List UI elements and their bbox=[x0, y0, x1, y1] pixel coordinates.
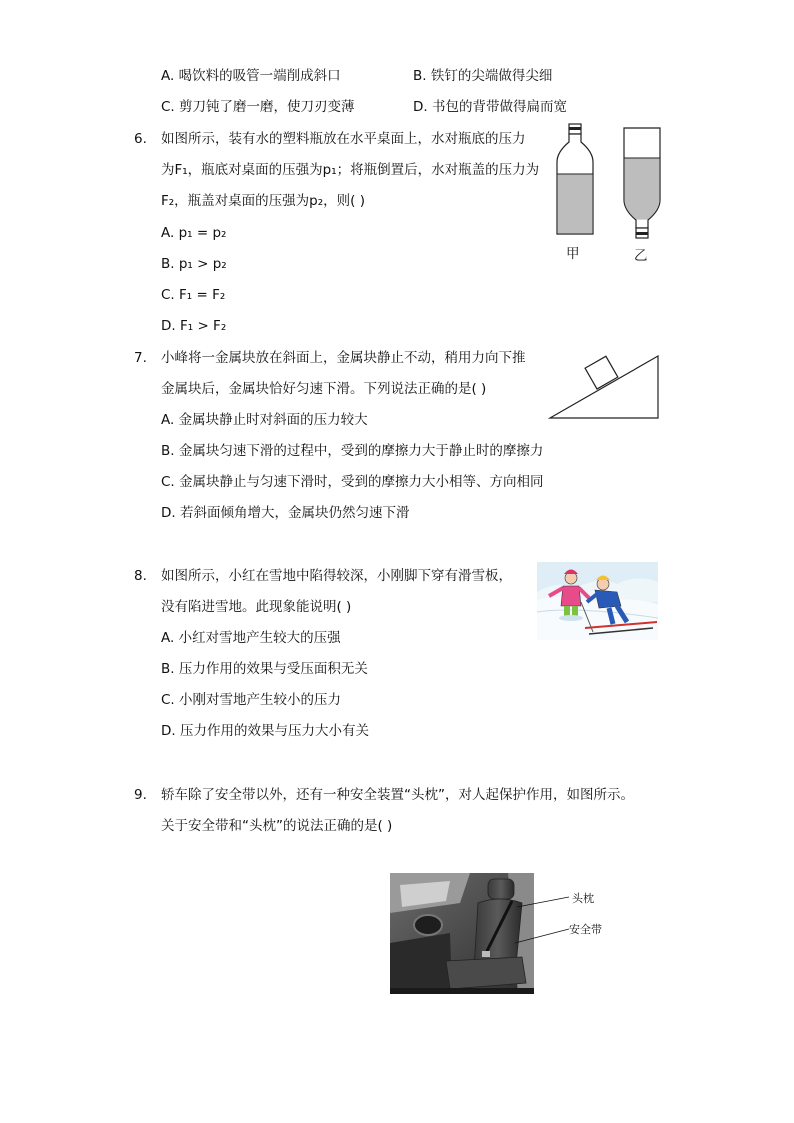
q5-option-a: A. 喝饮料的吸管一端削成斜口 bbox=[161, 68, 341, 84]
q7-stem-line-2: 金属块后，金属块恰好匀速下滑。下列说法正确的是( ) bbox=[161, 381, 487, 397]
q9-stem-line-1: 轿车除了安全带以外，还有一种安全装置“头枕”，对人起保护作用，如图所示。 bbox=[161, 787, 634, 803]
q7-stem-line-1: 小峰将一金属块放在斜面上，金属块静止不动，稍用力向下推 bbox=[161, 350, 526, 366]
q6-option-b: B. p₁ > p₂ bbox=[161, 256, 227, 272]
car-seat-photo bbox=[390, 873, 534, 994]
q8-option-b: B. 压力作用的效果与受压面积无关 bbox=[161, 661, 368, 677]
q6-option-a: A. p₁ = p₂ bbox=[161, 225, 227, 241]
q8-stem-line-1: 如图所示，小红在雪地中陷得较深，小刚脚下穿有滑雪板， bbox=[161, 568, 512, 584]
q7-number: 7. bbox=[134, 350, 147, 366]
q8-option-c: C. 小刚对雪地产生较小的压力 bbox=[161, 692, 342, 708]
q6-option-d: D. F₁ > F₂ bbox=[161, 318, 227, 334]
bottle-inverted-figure bbox=[622, 126, 662, 246]
q9-stem-line-2: 关于安全带和“头枕”的说法正确的是( ) bbox=[161, 818, 393, 834]
figure-label-jia: 甲 bbox=[566, 246, 580, 262]
q8-number: 8. bbox=[134, 568, 147, 584]
q8-option-d: D. 压力作用的效果与压力大小有关 bbox=[161, 723, 369, 739]
bottle-upright-figure bbox=[555, 122, 595, 242]
q6-option-c: C. F₁ = F₂ bbox=[161, 287, 226, 303]
q8-option-a: A. 小红对雪地产生较大的压强 bbox=[161, 630, 341, 646]
q9-number: 9. bbox=[134, 787, 147, 803]
q5-option-c: C. 剪刀钝了磨一磨，使刀刃变薄 bbox=[161, 99, 355, 115]
q6-stem-line-3: F₂，瓶盖对桌面的压强为p₂，则( ) bbox=[161, 193, 365, 209]
q7-option-a: A. 金属块静止时对斜面的压力较大 bbox=[161, 412, 368, 428]
q8-stem-line-2: 没有陷进雪地。此现象能说明( ) bbox=[161, 599, 352, 615]
q7-option-b: B. 金属块匀速下滑的过程中，受到的摩擦力大于静止时的摩擦力 bbox=[161, 443, 544, 459]
car-label-seatbelt: 安全带 bbox=[569, 923, 602, 936]
q6-stem-line-2: 为F₁，瓶底对桌面的压强为p₁；将瓶倒置后，水对瓶盖的压力为 bbox=[161, 162, 540, 178]
q5-option-d: D. 书包的背带做得扁而宽 bbox=[413, 99, 567, 115]
incline-block-figure bbox=[548, 342, 660, 420]
q7-option-d: D. 若斜面倾角增大，金属块仍然匀速下滑 bbox=[161, 505, 410, 521]
q6-number: 6. bbox=[134, 131, 147, 147]
snow-children-illustration bbox=[537, 562, 658, 640]
figure-label-yi: 乙 bbox=[634, 248, 648, 264]
car-label-headrest: 头枕 bbox=[572, 892, 594, 905]
q5-option-b: B. 铁钉的尖端做得尖细 bbox=[413, 68, 553, 84]
q7-option-c: C. 金属块静止与匀速下滑时，受到的摩擦力大小相等、方向相同 bbox=[161, 474, 544, 490]
q6-stem-line-1: 如图所示，装有水的塑料瓶放在水平桌面上，水对瓶底的压力 bbox=[161, 131, 526, 147]
car-label-leader-lines bbox=[515, 893, 575, 953]
